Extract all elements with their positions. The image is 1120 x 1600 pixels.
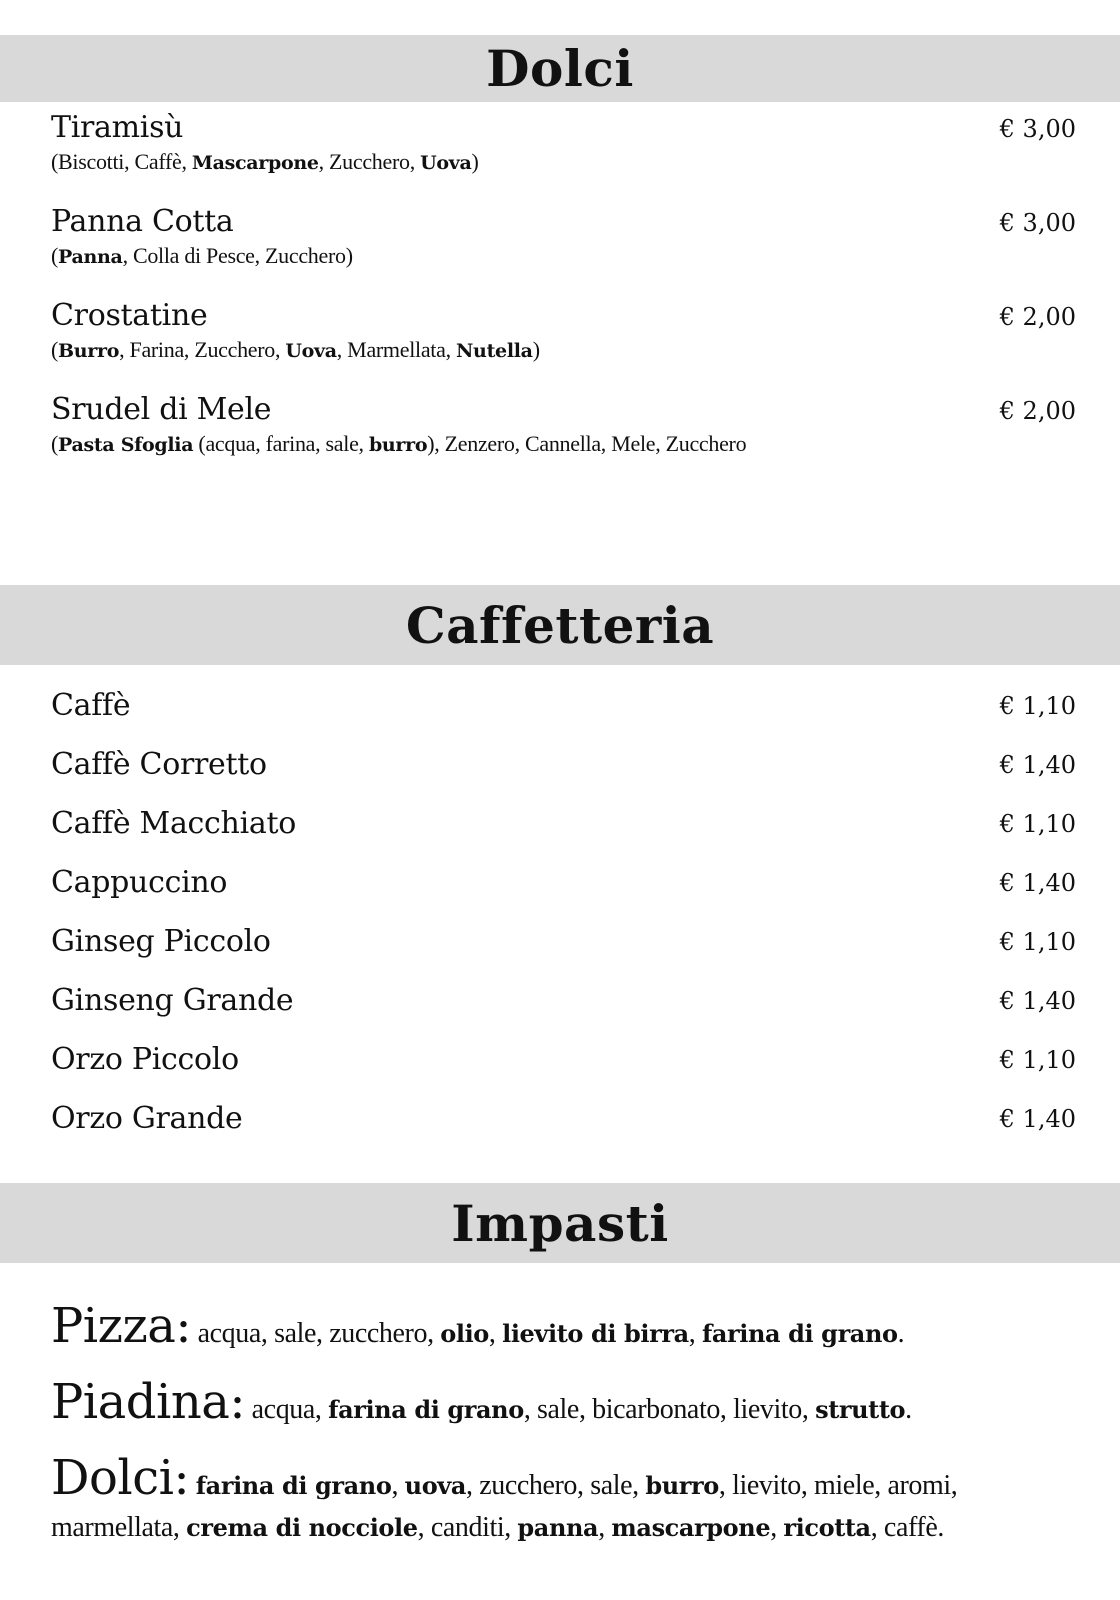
menu-item-caffe-corretto	[51, 743, 1076, 787]
menu-item-tiramisu	[51, 108, 1076, 177]
ingredient-text: ,	[391, 1470, 405, 1501]
ingredient-text	[189, 1470, 196, 1501]
ingredient-text: (	[51, 149, 59, 174]
ingredient-text: )	[532, 337, 540, 362]
impasto-dolci	[51, 1450, 1081, 1506]
allergen-text: burro	[368, 434, 428, 456]
ingredient-text: Biscotti, Caffè,	[58, 149, 192, 174]
allergen-text: panna	[517, 1513, 599, 1542]
item-price: € 1,40	[999, 1105, 1076, 1133]
allergen-text: Pasta Sfoglia	[58, 434, 194, 456]
ingredient-text: , Zucchero,	[318, 149, 421, 174]
impasto-label: Dolci:	[51, 1450, 190, 1506]
item-price: € 1,10	[999, 928, 1076, 956]
ingredient-text: (	[51, 337, 59, 362]
item-ingredients	[51, 430, 1076, 459]
ingredient-text: , zucchero, sale,	[466, 1470, 646, 1501]
ingredient-text: (	[51, 431, 59, 456]
allergen-text: Burro	[58, 340, 120, 362]
allergen-text: farina di grano	[195, 1471, 392, 1500]
item-name: Tiramisù	[51, 110, 184, 145]
item-price: € 1,40	[999, 987, 1076, 1015]
ingredient-text: , Farina, Zucchero,	[119, 337, 286, 362]
ingredient-text: marmellata,	[51, 1512, 187, 1543]
allergen-text: crema di nocciole	[186, 1513, 418, 1542]
impasto-dolci-continued	[51, 1512, 1081, 1544]
item-price: € 1,10	[999, 692, 1076, 720]
item-price: € 3,00	[999, 209, 1076, 237]
item-name: Caffè	[51, 688, 131, 723]
ingredient-text: (	[51, 243, 59, 268]
impasto-piadina	[51, 1374, 1081, 1430]
ingredient-text: ,	[488, 1318, 503, 1349]
item-name: Orzo Grande	[51, 1101, 243, 1136]
impasto-label: Piadina:	[51, 1374, 246, 1430]
ingredient-text: , sale, bicarbonato, lievito,	[523, 1394, 816, 1425]
item-name: Ginseg Piccolo	[51, 924, 271, 959]
item-name: Cappuccino	[51, 865, 228, 900]
item-price: € 1,40	[999, 869, 1076, 897]
ingredient-text: ), Zenzero, Cannella, Mele, Zucchero	[427, 431, 747, 456]
ingredient-text: ,	[688, 1318, 702, 1349]
menu-item-orzo-piccolo	[51, 1038, 1076, 1082]
item-name: Srudel di Mele	[51, 392, 272, 427]
dolci-title: Dolci	[486, 39, 634, 98]
allergen-text: ricotta	[783, 1513, 871, 1542]
impasto-label: Pizza:	[51, 1298, 192, 1354]
menu-item-caffe	[51, 684, 1076, 728]
allergen-text: Uova	[420, 152, 472, 174]
ingredient-text: , caffè.	[870, 1512, 944, 1543]
item-name: Panna Cotta	[51, 204, 234, 239]
caffetteria-title: Caffetteria	[405, 595, 715, 655]
ingredient-text: (acqua, farina, sale,	[193, 431, 369, 456]
allergen-text: burro	[645, 1471, 719, 1500]
menu-item-caffe-macchiato	[51, 802, 1076, 846]
allergen-text: uova	[404, 1471, 466, 1500]
item-price: € 1,40	[999, 751, 1076, 779]
ingredient-text: ,	[770, 1512, 784, 1543]
item-price: € 3,00	[999, 115, 1076, 143]
allergen-text: lievito di birra	[502, 1319, 689, 1348]
impasto-ingredients	[191, 1318, 904, 1349]
allergen-text: Nutella	[455, 340, 533, 362]
menu-item-crostatine	[51, 296, 1076, 365]
impasto-ingredients	[245, 1394, 912, 1425]
item-price: € 2,00	[999, 397, 1076, 425]
menu-item-strudel	[51, 390, 1076, 459]
item-name: Caffè Corretto	[51, 747, 267, 782]
allergen-text: farina di grano	[701, 1319, 898, 1348]
impasti-title: Impasti	[451, 1193, 669, 1253]
item-price: € 2,00	[999, 303, 1076, 331]
dolci-header-band	[0, 35, 1120, 102]
caffetteria-header-band	[0, 585, 1120, 665]
ingredient-text: , canditi,	[417, 1512, 518, 1543]
menu-item-ginseng-grande	[51, 979, 1076, 1023]
impasti-header-band	[0, 1183, 1120, 1263]
item-ingredients	[51, 148, 1076, 177]
ingredient-text: acqua, sale, zucchero,	[191, 1318, 441, 1349]
menu-item-cappuccino	[51, 861, 1076, 905]
allergen-text: Mascarpone	[191, 152, 319, 174]
menu-item-panna-cotta	[51, 202, 1076, 271]
impasto-pizza	[51, 1298, 1081, 1354]
item-ingredients	[51, 242, 1076, 271]
allergen-text: Uova	[285, 340, 337, 362]
allergen-text: olio	[440, 1319, 489, 1348]
item-price: € 1,10	[999, 810, 1076, 838]
menu-item-ginseng-piccolo	[51, 920, 1076, 964]
allergen-text: mascarpone	[611, 1513, 771, 1542]
ingredient-text: .	[897, 1318, 905, 1349]
item-name: Crostatine	[51, 298, 208, 333]
allergen-text: strutto	[815, 1395, 906, 1424]
item-name: Orzo Piccolo	[51, 1042, 239, 1077]
impasto-ingredients	[189, 1470, 957, 1501]
ingredient-text: ,	[598, 1512, 612, 1543]
ingredient-text: )	[471, 149, 479, 174]
ingredient-text: , lievito, miele, aromi,	[718, 1470, 958, 1501]
allergen-text: farina di grano	[328, 1395, 524, 1424]
ingredient-text: acqua,	[245, 1394, 329, 1425]
ingredient-text: , Marmellata,	[336, 337, 456, 362]
item-name: Ginseng Grande	[51, 983, 294, 1018]
impasto-ingredients	[51, 1512, 944, 1543]
item-price: € 1,10	[999, 1046, 1076, 1074]
ingredient-text: .	[905, 1394, 912, 1425]
item-name: Caffè Macchiato	[51, 806, 296, 841]
item-ingredients	[51, 336, 1076, 365]
menu-item-orzo-grande	[51, 1097, 1076, 1141]
allergen-text: Panna	[58, 246, 123, 268]
ingredient-text: , Colla di Pesce, Zucchero)	[122, 243, 353, 268]
